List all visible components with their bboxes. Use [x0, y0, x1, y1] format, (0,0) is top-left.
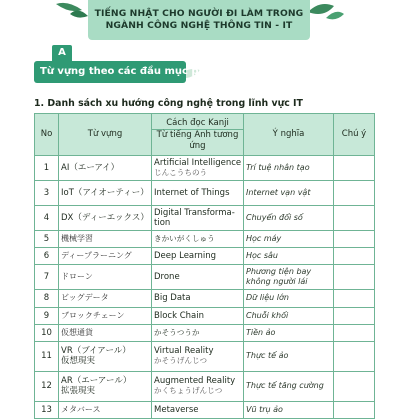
row-number: 10 [35, 324, 59, 341]
row-vocab: ドローン [59, 265, 152, 290]
row-note [334, 206, 375, 231]
row-note [334, 156, 375, 181]
row-reading: Drone [152, 265, 244, 290]
row-reading: Internet of Things [152, 181, 244, 206]
table-row [35, 248, 375, 265]
row-note [334, 307, 375, 324]
row-meaning: Học máy [244, 231, 334, 248]
row-vocab-kanji: 仮想現実 [61, 356, 96, 367]
row-meaning: Thực tế tăng cường [244, 371, 334, 401]
row-note [334, 248, 375, 265]
row-reading-kana: かくちょうげんじつ [154, 386, 223, 396]
row-number: 11 [35, 341, 59, 371]
row-meaning: Học sâu [244, 248, 334, 265]
row-reading: Deep Learning [152, 248, 244, 265]
banner-title-line-2: NGÀNH CÔNG NGHỆ THÔNG TIN - IT [105, 20, 293, 31]
table-row [35, 206, 375, 231]
table-row [35, 307, 375, 324]
row-meaning: Trí tuệ nhân tạo [244, 156, 334, 181]
row-vocab: メタバース [59, 401, 152, 418]
row-vocab: AI（エーアイ） [59, 156, 152, 181]
row-note [334, 324, 375, 341]
title-banner [88, 0, 310, 40]
row-number: 9 [35, 307, 59, 324]
leaf-decoration-icon [52, 0, 92, 22]
table-row [35, 156, 375, 181]
header-reading-line-2: Từ tiếng Anh tương ứng [156, 129, 239, 151]
row-note [334, 231, 375, 248]
row-vocab-katakana: VR（ブイアール） [61, 346, 131, 357]
row-vocab-kanji: 拡張現実 [61, 386, 96, 397]
leaf-decoration-icon [306, 0, 346, 24]
row-reading: かそうつうか [152, 324, 244, 341]
row-meaning: Dữ liệu lớn [244, 290, 334, 307]
row-number: 3 [35, 181, 59, 206]
header-meaning: Ý nghĩa [244, 114, 334, 156]
row-reading [152, 371, 244, 401]
row-meaning: Vũ trụ ảo [244, 401, 334, 418]
row-number: 5 [35, 231, 59, 248]
row-note [334, 371, 375, 401]
row-note [334, 401, 375, 418]
subsection-title: 1. Danh sách xu hướng công nghệ trong lĩnh vực IT [34, 98, 303, 109]
table-row [35, 290, 375, 307]
row-reading: Big Data [152, 290, 244, 307]
row-number: 7 [35, 265, 59, 290]
row-vocab: ビッグデータ [59, 290, 152, 307]
row-reading-kana: じんこうちのう [154, 168, 208, 177]
row-meaning: Thực tế ảo [244, 341, 334, 371]
row-vocab: DX（ディーエックス） [59, 206, 152, 231]
table-row [35, 341, 375, 371]
row-reading-english: Augmented Reality [154, 376, 236, 387]
row-reading [152, 341, 244, 371]
row-number: 13 [35, 401, 59, 418]
table-row [35, 231, 375, 248]
row-number: 6 [35, 248, 59, 265]
section-header [34, 61, 244, 83]
header-note: Chú ý [334, 114, 375, 156]
row-reading: Metaverse [152, 401, 244, 418]
row-number: 12 [35, 371, 59, 401]
row-meaning: Chuỗi khối [244, 307, 334, 324]
row-note [334, 265, 375, 290]
row-meaning: Internet vạn vật [244, 181, 334, 206]
row-number: 8 [35, 290, 59, 307]
table-row [35, 181, 375, 206]
row-vocab: 機械学習 [59, 231, 152, 248]
row-vocab-katakana: AR（エーアール） [61, 376, 132, 387]
row-reading: きかいがくしゅう [152, 231, 244, 248]
banner-title-line-1: TIẾNG NHẬT CHO NGƯỜI ĐI LÀM TRONG [94, 8, 304, 19]
row-vocab: ブロックチェーン [59, 307, 152, 324]
section-title: Từ vựng theo các đầu mục phân loại [40, 66, 244, 77]
row-number: 4 [35, 206, 59, 231]
row-vocab: ディープラーニング [59, 248, 152, 265]
row-number: 1 [35, 156, 59, 181]
header-no: No [35, 114, 59, 156]
row-reading: Digital Transforma-tion [152, 206, 244, 231]
row-vocab [59, 341, 152, 371]
table-row [35, 265, 375, 290]
row-reading: Block Chain [152, 307, 244, 324]
header-reading [152, 114, 244, 156]
row-note [334, 181, 375, 206]
table-row [35, 324, 375, 341]
table-row [35, 401, 375, 418]
row-reading [152, 156, 244, 181]
row-meaning: Tiền ảo [244, 324, 334, 341]
section-tag: A [52, 45, 72, 61]
row-note [334, 290, 375, 307]
row-meaning: Phương tiện bay không người lái [244, 265, 334, 290]
vocabulary-table [34, 113, 375, 419]
row-vocab: IoT（アイオーティー） [59, 181, 152, 206]
row-reading-english: Artificial Intelligence [154, 158, 242, 168]
row-vocab: 仮想通貨 [59, 324, 152, 341]
row-note [334, 341, 375, 371]
row-reading-kana: かそうげんじつ [154, 356, 208, 366]
header-reading-line-1: Cách đọc Kanji [166, 117, 229, 128]
table-row [35, 371, 375, 401]
row-reading-english: Virtual Reality [154, 346, 214, 357]
row-vocab [59, 371, 152, 401]
table-header-row [35, 114, 375, 156]
row-meaning: Chuyển đổi số [244, 206, 334, 231]
header-vocab: Từ vựng [59, 114, 152, 156]
